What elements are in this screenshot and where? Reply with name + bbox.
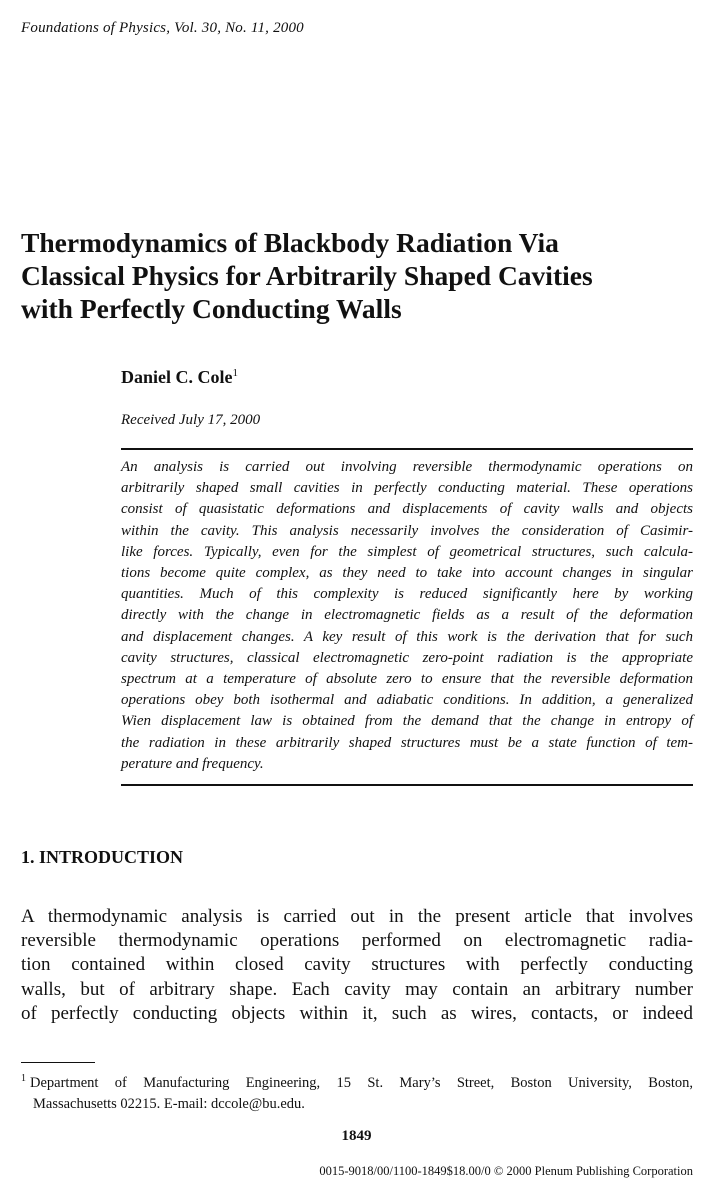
abstract-line: the radiation in these arbitrarily shaped structures must be a state function of tem- <box>121 734 693 751</box>
abstract-line: tions become quite complex, as they need to take into account changes in singular <box>121 565 693 582</box>
body-line: walls, but of arbitrary shape. Each cavity may contain an arbitrary number <box>21 978 693 1000</box>
author <box>121 367 238 388</box>
abstract-line: spectrum at a temperature of absolute zero to ensure that the reversible deformation <box>121 671 693 688</box>
abstract-line: consist of quasistatic deformations and displacements of cavity walls and objects <box>121 501 693 518</box>
abstract-line: An analysis is carried out involving reversible thermodynamic operations on <box>121 459 693 475</box>
footnote-affiliation: Department of Manufacturing Engineering, 15 St. Mary’s Street, Boston University, Boston, <box>30 1075 693 1091</box>
footnote-line <box>21 1073 693 1094</box>
abstract-line: Wien displacement law is obtained from the demand that the change in entropy of <box>121 713 693 730</box>
copyright-line: 0015-9018/00/1100-1849$18.00/0 © 2000 Plenum Publishing Corporation <box>319 1164 693 1178</box>
title-line: with Perfectly Conducting Walls <box>21 293 402 324</box>
section-heading: 1. INTRODUCTION <box>21 847 184 867</box>
body-line: tion contained within closed cavity structures with perfectly conducting <box>21 954 693 976</box>
footnote-line[interactable]: Massachusetts 02215. E-mail: dccole@bu.edu. <box>33 1096 305 1112</box>
abstract <box>121 457 693 775</box>
abstract-line: perature and frequency. <box>121 755 264 772</box>
abstract-line: and displacement changes. A key result of this work is the derivation that for such <box>121 628 693 645</box>
abstract-line: like forces. Typically, even for the simplest of geometrical structures, such calcula- <box>121 543 693 560</box>
title-line: Thermodynamics of Blackbody Radiation Via <box>21 227 559 258</box>
footnote-rule <box>21 1062 95 1063</box>
footnote <box>21 1073 693 1115</box>
journal-citation: Foundations of Physics, Vol. 30, No. 11, 2000 <box>21 20 304 36</box>
abstract-line: within the cavity. This analysis necessarily involves the consideration of Casimir- <box>121 522 693 539</box>
author-footnote-mark[interactable]: 1 <box>232 367 238 379</box>
abstract-line: cavity structures, classical electromagnetic zero-point radiation is the appropriate <box>121 649 693 666</box>
received-date: Received July 17, 2000 <box>121 412 261 428</box>
body-text <box>21 905 693 1026</box>
abstract-top-rule <box>121 448 693 450</box>
author-name: Daniel C. Cole <box>121 367 233 387</box>
abstract-line: directly with the change in electromagnetic fields as a result of the deformation <box>121 607 693 624</box>
abstract-bottom-rule <box>121 784 693 786</box>
title-line: Classical Physics for Arbitrarily Shaped Cavities <box>21 260 593 291</box>
footnote-mark: 1 <box>21 1073 26 1085</box>
page-number: 1849 <box>341 1128 372 1144</box>
abstract-line: operations obey both isothermal and adiabatic conditions. In addition, a generalized <box>121 692 693 709</box>
paper-title <box>21 226 701 325</box>
abstract-line: quantities. Much of this complexity is reduced significantly here by working <box>121 586 693 603</box>
body-line: of perfectly conducting objects within it, such as wires, contacts, or indeed <box>21 1002 693 1024</box>
abstract-line: arbitrarily shaped small cavities in perfectly conducting material. These operations <box>121 480 693 497</box>
body-line: reversible thermodynamic operations performed on electromagnetic radia- <box>21 930 693 952</box>
body-line: A thermodynamic analysis is carried out in the present article that involves <box>21 906 693 927</box>
